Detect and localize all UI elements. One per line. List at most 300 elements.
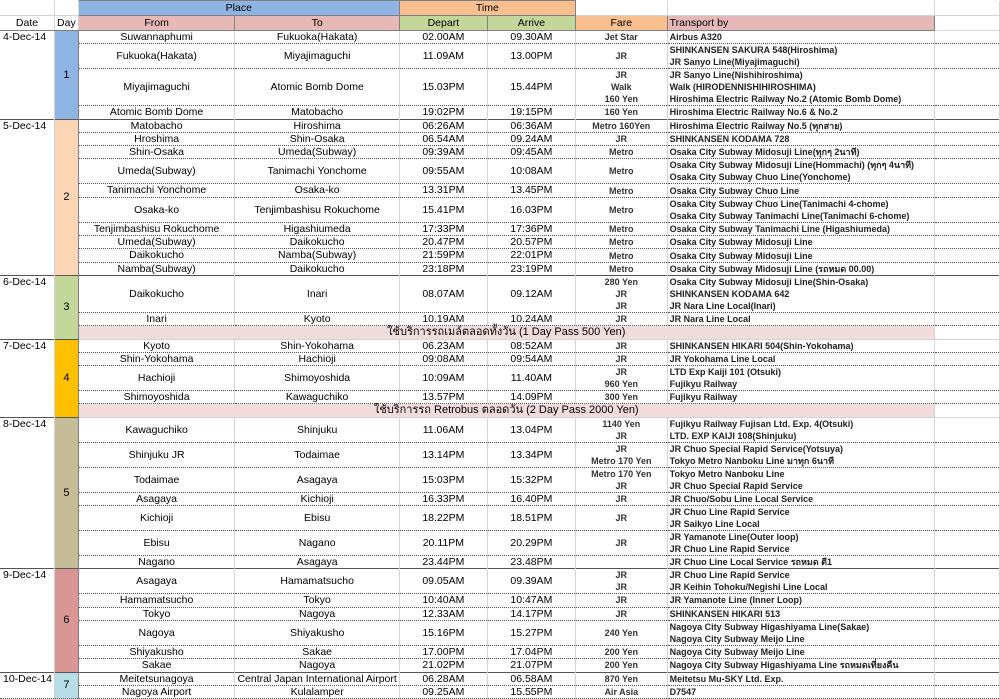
empty-cell[interactable] <box>934 645 999 658</box>
from-cell[interactable]: Shiyakusho <box>78 645 235 658</box>
depart-cell[interactable]: 15:03PM <box>399 467 487 492</box>
arrive-cell[interactable]: 13.34PM <box>487 442 575 467</box>
arrive-cell[interactable]: 10.24AM <box>487 312 575 325</box>
fare-cell[interactable] <box>575 659 667 672</box>
to-cell[interactable]: Sakae <box>235 645 399 658</box>
arrive-cell[interactable]: 20.29PM <box>487 531 575 556</box>
fare-cell[interactable] <box>575 352 667 365</box>
arrive-header[interactable]: Arrive <box>487 16 575 31</box>
to-cell[interactable]: Inari <box>235 275 399 312</box>
from-cell[interactable]: Namba(Subway) <box>78 262 235 275</box>
arrive-cell[interactable]: 06.58AM <box>487 672 575 685</box>
from-cell[interactable]: Kyoto <box>78 339 235 352</box>
depart-cell[interactable]: 02.00AM <box>399 31 487 44</box>
to-cell[interactable]: Nagoya <box>235 659 399 672</box>
empty-cell[interactable] <box>934 352 999 365</box>
transport-cell[interactable] <box>667 645 934 658</box>
depart-cell[interactable]: 20.11PM <box>399 531 487 556</box>
fare-cell[interactable] <box>575 146 667 159</box>
depart-cell[interactable]: 17.00PM <box>399 645 487 658</box>
from-cell[interactable]: Shimoyoshida <box>78 391 235 404</box>
from-cell[interactable]: Suwannaphumi <box>78 31 235 44</box>
fare-cell[interactable] <box>575 312 667 325</box>
empty-cell[interactable] <box>934 659 999 672</box>
to-cell[interactable]: Hachioji <box>235 352 399 365</box>
to-cell[interactable]: Higashiumeda <box>235 222 399 235</box>
depart-cell[interactable]: 09.05AM <box>399 569 487 594</box>
fare-cell[interactable] <box>575 531 667 556</box>
empty-cell[interactable] <box>934 467 999 492</box>
depart-cell[interactable]: 15.41PM <box>399 197 487 222</box>
from-cell[interactable]: Atomic Bomb Dome <box>78 106 235 119</box>
to-cell[interactable]: Shimoyoshida <box>235 366 399 391</box>
from-cell[interactable]: Nagoya <box>78 620 235 645</box>
depart-cell[interactable]: 23:18PM <box>399 262 487 275</box>
empty-cell[interactable] <box>934 531 999 556</box>
note-row <box>0 404 1000 417</box>
table-row <box>0 197 1000 222</box>
empty-cell[interactable] <box>934 236 999 249</box>
day-number-cell[interactable]: 5 <box>55 417 79 569</box>
fare-cell[interactable] <box>575 106 667 119</box>
fare-cell[interactable] <box>575 159 667 184</box>
transport-cell[interactable] <box>667 197 934 222</box>
empty-cell[interactable] <box>934 391 999 404</box>
from-cell[interactable]: Nagoya Airport <box>78 685 235 698</box>
depart-cell[interactable]: 06.28AM <box>399 672 487 685</box>
arrive-cell[interactable]: 13.45PM <box>487 184 575 197</box>
to-cell[interactable]: Shinjuku <box>235 417 399 442</box>
fare-cell[interactable] <box>575 672 667 685</box>
date-header[interactable]: Date <box>0 16 55 31</box>
day-number-cell[interactable]: 6 <box>55 569 79 672</box>
note-cell[interactable]: ใช้บริการรถเมล์ตลอดทั้งวัน (1 Day Pass 500 Yen) <box>78 326 934 339</box>
empty-cell[interactable] <box>934 312 999 325</box>
note-cell[interactable]: ใช้บริการรถ Retrobus ตลอดวัน (2 Day Pass 2000 Yen) <box>78 404 934 417</box>
transport-cell-line: SHINKANSEN KODAMA 728 <box>669 134 790 145</box>
time-header[interactable]: Time <box>399 1 575 16</box>
arrive-cell[interactable]: 19:15PM <box>487 106 575 119</box>
empty-cell[interactable] <box>934 404 999 417</box>
fare-cell[interactable] <box>575 262 667 275</box>
fare-cell[interactable] <box>575 249 667 262</box>
arrive-cell[interactable]: 09.39AM <box>487 569 575 594</box>
from-cell[interactable]: Hroshima <box>78 132 235 145</box>
arrive-cell[interactable]: 23.48PM <box>487 556 575 569</box>
transport-cell[interactable] <box>667 685 934 698</box>
to-header[interactable]: To <box>235 16 399 31</box>
depart-cell[interactable]: 06.23AM <box>399 339 487 352</box>
empty-cell[interactable] <box>934 197 999 222</box>
depart-cell[interactable]: 09:55AM <box>399 159 487 184</box>
fare-cell[interactable] <box>575 492 667 505</box>
date-cell[interactable]: 4-Dec-14 <box>0 31 55 120</box>
fare-cell[interactable] <box>575 184 667 197</box>
depart-cell[interactable]: 09.25AM <box>399 685 487 698</box>
arrive-cell[interactable]: 14.17PM <box>487 607 575 620</box>
to-cell[interactable]: Miyajimaguchi <box>235 44 399 69</box>
to-cell[interactable]: Osaka-ko <box>235 184 399 197</box>
transport-cell[interactable] <box>667 339 934 352</box>
to-cell[interactable]: Kyoto <box>235 312 399 325</box>
arrive-cell[interactable]: 20.57PM <box>487 236 575 249</box>
from-cell[interactable]: Kichioji <box>78 506 235 531</box>
transport-cell-line: JR Keihin Tohoku/Negishi Line Local <box>669 582 828 593</box>
to-cell[interactable]: Namba(Subway) <box>235 249 399 262</box>
arrive-cell[interactable]: 09.24AM <box>487 132 575 145</box>
to-cell[interactable]: Kulalamper <box>235 685 399 698</box>
empty-cell[interactable] <box>934 119 999 132</box>
transport-cell[interactable] <box>667 442 934 467</box>
depart-cell[interactable]: 23.44PM <box>399 556 487 569</box>
day-header[interactable]: Day <box>55 16 79 31</box>
date-cell[interactable]: 5-Dec-14 <box>0 119 55 275</box>
empty-cell[interactable] <box>934 106 999 119</box>
depart-cell[interactable]: 17:33PM <box>399 222 487 235</box>
to-cell[interactable]: Ebisu <box>235 506 399 531</box>
depart-cell[interactable]: 13.14PM <box>399 442 487 467</box>
depart-cell[interactable]: 15.16PM <box>399 620 487 645</box>
date-cell[interactable]: 7-Dec-14 <box>0 339 55 417</box>
from-cell[interactable]: Fukuoka(Hakata) <box>78 44 235 69</box>
table-row <box>0 685 1000 698</box>
arrive-cell[interactable]: 09:54AM <box>487 352 575 365</box>
transport-cell-line: Tokyo Metro Nanboku Line <box>669 468 785 479</box>
empty-cell[interactable] <box>934 556 999 569</box>
empty-cell[interactable] <box>934 262 999 275</box>
fare-cell-line: JR <box>615 595 628 606</box>
to-cell[interactable]: Tokyo <box>235 594 399 607</box>
to-cell[interactable]: Tenjimbashisu Rokuchome <box>235 197 399 222</box>
from-cell[interactable]: Umeda(Subway) <box>78 159 235 184</box>
itinerary-body <box>0 31 1000 699</box>
transport-cell[interactable] <box>667 556 934 569</box>
to-cell[interactable]: Shin-Yokohama <box>235 339 399 352</box>
empty-cell[interactable] <box>934 326 999 339</box>
depart-cell[interactable]: 10:09AM <box>399 366 487 391</box>
fare-cell[interactable] <box>575 569 667 594</box>
empty-cell[interactable] <box>934 69 999 106</box>
transport-cell[interactable] <box>667 146 934 159</box>
transport-cell[interactable] <box>667 492 934 505</box>
date-cell[interactable]: 10-Dec-14 <box>0 672 55 699</box>
arrive-cell[interactable]: 15.44PM <box>487 69 575 106</box>
transport-cell[interactable] <box>667 659 934 672</box>
arrive-cell[interactable]: 13.00PM <box>487 44 575 69</box>
fare-cell[interactable] <box>575 417 667 442</box>
to-cell[interactable]: Shin-Osaka <box>235 132 399 145</box>
transport-cell[interactable] <box>667 249 934 262</box>
fare-cell[interactable] <box>575 132 667 145</box>
transport-cell[interactable] <box>667 569 934 594</box>
to-cell[interactable]: Umeda(Subway) <box>235 146 399 159</box>
fare-cell[interactable] <box>575 236 667 249</box>
empty-cell[interactable] <box>934 146 999 159</box>
to-cell[interactable]: Todaimae <box>235 442 399 467</box>
depart-cell[interactable]: 09:08AM <box>399 352 487 365</box>
arrive-cell[interactable]: 09.12AM <box>487 275 575 312</box>
empty-cell[interactable] <box>934 672 999 685</box>
depart-cell[interactable]: 20.47PM <box>399 236 487 249</box>
fare-cell[interactable] <box>575 339 667 352</box>
from-cell[interactable]: Asagaya <box>78 492 235 505</box>
to-cell[interactable]: Central Japan International Airport <box>235 672 399 685</box>
empty-cell[interactable] <box>934 31 999 44</box>
date-cell[interactable]: 8-Dec-14 <box>0 417 55 569</box>
depart-cell[interactable]: 10.19AM <box>399 312 487 325</box>
arrive-cell[interactable]: 08:52AM <box>487 339 575 352</box>
transport-cell[interactable] <box>667 222 934 235</box>
fare-cell-line: 160 Yen <box>604 107 638 118</box>
depart-cell[interactable]: 11.09AM <box>399 44 487 69</box>
empty-cell[interactable] <box>934 442 999 467</box>
from-cell[interactable]: Daikokucho <box>78 249 235 262</box>
fare-cell[interactable] <box>575 391 667 404</box>
arrive-cell[interactable]: 10:08AM <box>487 159 575 184</box>
from-cell[interactable]: Ebisu <box>78 531 235 556</box>
fare-cell[interactable] <box>575 556 667 569</box>
empty-cell[interactable] <box>934 249 999 262</box>
to-cell[interactable]: Nagano <box>235 531 399 556</box>
from-cell[interactable]: Daikokucho <box>78 275 235 312</box>
depart-cell[interactable]: 06.54AM <box>399 132 487 145</box>
from-cell[interactable]: Miyajimaguchi <box>78 69 235 106</box>
to-cell[interactable]: Tanimachi Yonchome <box>235 159 399 184</box>
transport-cell-line: SHINKANSEN KODAMA 642 <box>669 288 790 299</box>
depart-cell[interactable]: 18.22PM <box>399 506 487 531</box>
to-cell[interactable]: Kawaguchiko <box>235 391 399 404</box>
to-cell[interactable]: Matobacho <box>235 106 399 119</box>
from-cell[interactable]: Tokyo <box>78 607 235 620</box>
transport-cell[interactable] <box>667 417 934 442</box>
transport-cell[interactable] <box>667 119 934 132</box>
to-cell[interactable]: Asagaya <box>235 467 399 492</box>
day-number-cell[interactable]: 3 <box>55 275 79 339</box>
empty-cell[interactable] <box>934 492 999 505</box>
arrive-cell[interactable]: 14.09PM <box>487 391 575 404</box>
from-cell[interactable]: Todaimae <box>78 467 235 492</box>
from-cell[interactable]: Sakae <box>78 659 235 672</box>
empty-cell[interactable] <box>934 569 999 594</box>
arrive-cell[interactable]: 17:36PM <box>487 222 575 235</box>
from-cell[interactable]: Tenjimbashisu Rokuchome <box>78 222 235 235</box>
transport-cell-line: Osaka City Subway Midosuji Line <box>669 250 813 261</box>
transport-cell[interactable] <box>667 31 934 44</box>
transport-cell-line: D7547 <box>669 686 697 697</box>
transport-cell-line: Hiroshima Electric Railway No.6 & No.2 <box>669 107 838 118</box>
fare-cell[interactable] <box>575 366 667 391</box>
date-cell[interactable]: 6-Dec-14 <box>0 275 55 339</box>
to-cell[interactable]: Nagoya <box>235 607 399 620</box>
arrive-cell[interactable]: 18.51PM <box>487 506 575 531</box>
transport-cell[interactable] <box>667 132 934 145</box>
from-cell[interactable]: Hamamatsucho <box>78 594 235 607</box>
depart-cell[interactable]: 08.07AM <box>399 275 487 312</box>
fare-cell[interactable] <box>575 467 667 492</box>
depart-cell[interactable]: 09:39AM <box>399 146 487 159</box>
to-cell[interactable]: Atomic Bomb Dome <box>235 69 399 106</box>
depart-cell[interactable]: 10:40AM <box>399 594 487 607</box>
arrive-cell[interactable]: 13.04PM <box>487 417 575 442</box>
depart-cell[interactable]: 21.02PM <box>399 659 487 672</box>
fare-cell[interactable] <box>575 44 667 69</box>
empty-cell[interactable] <box>934 607 999 620</box>
arrive-cell[interactable]: 16.40PM <box>487 492 575 505</box>
date-cell[interactable]: 9-Dec-14 <box>0 569 55 672</box>
arrive-cell[interactable]: 22:01PM <box>487 249 575 262</box>
fare-cell[interactable] <box>575 197 667 222</box>
from-cell[interactable]: Shin-Yokohama <box>78 352 235 365</box>
fare-cell[interactable] <box>575 69 667 106</box>
empty-cell[interactable] <box>934 506 999 531</box>
to-cell[interactable]: Hamamatsucho <box>235 569 399 594</box>
arrive-cell[interactable]: 15:32PM <box>487 467 575 492</box>
fare-cell[interactable] <box>575 275 667 312</box>
transport-cell[interactable] <box>667 312 934 325</box>
fare-cell[interactable] <box>575 685 667 698</box>
from-cell[interactable]: Inari <box>78 312 235 325</box>
from-cell[interactable]: Umeda(Subway) <box>78 236 235 249</box>
transport-cell[interactable] <box>667 106 934 119</box>
depart-cell[interactable]: 06:26AM <box>399 119 487 132</box>
from-cell[interactable]: Kawaguchiko <box>78 417 235 442</box>
transport-cell[interactable] <box>667 366 934 391</box>
empty-cell[interactable] <box>934 366 999 391</box>
arrive-cell[interactable]: 16.03PM <box>487 197 575 222</box>
arrive-cell[interactable]: 11.40AM <box>487 366 575 391</box>
depart-cell[interactable]: 12.33AM <box>399 607 487 620</box>
from-cell[interactable]: Meitetsunagoya <box>78 672 235 685</box>
from-header[interactable]: From <box>78 16 235 31</box>
transport-cell[interactable] <box>667 236 934 249</box>
empty-cell[interactable] <box>934 620 999 645</box>
empty-cell[interactable] <box>934 339 999 352</box>
fare-cell[interactable] <box>575 442 667 467</box>
fare-header[interactable]: Fare <box>575 16 667 31</box>
to-cell[interactable]: Daikokucho <box>235 236 399 249</box>
transport-cell[interactable] <box>667 262 934 275</box>
from-cell[interactable]: Shinjuku JR <box>78 442 235 467</box>
table-row <box>0 659 1000 672</box>
day-number-cell[interactable]: 4 <box>55 339 79 417</box>
table-row <box>0 467 1000 492</box>
arrive-cell[interactable]: 10:47AM <box>487 594 575 607</box>
day-number-cell[interactable]: 7 <box>55 672 79 699</box>
transport-cell-line: Osaka City Subway Midosuji Line <box>669 237 813 248</box>
transport-cell[interactable] <box>667 672 934 685</box>
arrive-cell[interactable]: 06:36AM <box>487 119 575 132</box>
depart-cell[interactable]: 16.33PM <box>399 492 487 505</box>
fare-cell[interactable] <box>575 645 667 658</box>
transport-header[interactable]: Transport by <box>667 16 934 31</box>
transport-cell[interactable] <box>667 531 934 556</box>
table-row <box>0 569 1000 594</box>
fare-cell-line: Walk <box>610 82 632 93</box>
empty-cell[interactable] <box>934 159 999 184</box>
empty-cell[interactable] <box>934 417 999 442</box>
to-cell[interactable]: Kichioji <box>235 492 399 505</box>
empty-cell[interactable] <box>934 275 999 312</box>
transport-cell[interactable] <box>667 69 934 106</box>
arrive-cell[interactable]: 23:19PM <box>487 262 575 275</box>
fare-cell[interactable] <box>575 620 667 645</box>
from-cell[interactable]: Nagano <box>78 556 235 569</box>
depart-cell[interactable]: 15.03PM <box>399 69 487 106</box>
fare-cell-line: Air Asia <box>604 686 639 697</box>
depart-cell[interactable]: 13.57PM <box>399 391 487 404</box>
empty-cell[interactable] <box>934 184 999 197</box>
fare-cell[interactable] <box>575 594 667 607</box>
table-row <box>0 44 1000 69</box>
place-header[interactable]: Place <box>78 1 399 16</box>
empty-cell[interactable] <box>934 44 999 69</box>
table-row <box>0 184 1000 197</box>
day-number-cell[interactable]: 1 <box>55 31 79 120</box>
depart-header[interactable]: Depart <box>399 16 487 31</box>
depart-cell[interactable]: 19:02PM <box>399 106 487 119</box>
fare-cell[interactable] <box>575 119 667 132</box>
table-row <box>0 106 1000 119</box>
from-cell[interactable]: Tanimachi Yonchome <box>78 184 235 197</box>
to-cell[interactable]: Daikokucho <box>235 262 399 275</box>
table-row <box>0 556 1000 569</box>
arrive-cell[interactable]: 17.04PM <box>487 645 575 658</box>
to-cell[interactable]: Fukuoka(Hakata) <box>235 31 399 44</box>
transport-cell[interactable] <box>667 352 934 365</box>
to-cell[interactable]: Asagaya <box>235 556 399 569</box>
depart-cell[interactable]: 21:59PM <box>399 249 487 262</box>
transport-cell[interactable] <box>667 620 934 645</box>
transport-cell[interactable] <box>667 594 934 607</box>
to-cell[interactable]: Hiroshima <box>235 119 399 132</box>
arrive-cell[interactable]: 09:45AM <box>487 146 575 159</box>
fare-cell-line: Metro <box>609 204 634 215</box>
fare-cell[interactable] <box>575 222 667 235</box>
transport-cell-line: Osaka City Subway Tanimachi Line (Higashiumeda) <box>669 223 891 234</box>
from-cell[interactable]: Shin-Osaka <box>78 146 235 159</box>
empty-cell[interactable] <box>934 594 999 607</box>
transport-cell[interactable] <box>667 159 934 184</box>
from-cell[interactable]: Matobacho <box>78 119 235 132</box>
to-cell[interactable]: Shiyakusho <box>235 620 399 645</box>
empty-cell[interactable] <box>934 685 999 698</box>
fare-cell[interactable] <box>575 607 667 620</box>
transport-cell[interactable] <box>667 506 934 531</box>
transport-cell[interactable] <box>667 467 934 492</box>
transport-cell[interactable] <box>667 44 934 69</box>
transport-cell[interactable] <box>667 607 934 620</box>
empty-cell[interactable] <box>934 222 999 235</box>
arrive-cell[interactable]: 21.07PM <box>487 659 575 672</box>
fare-cell[interactable] <box>575 31 667 44</box>
transport-cell[interactable] <box>667 275 934 312</box>
transport-cell-line: JR Yamanote Line(Outer loop) <box>669 532 799 543</box>
from-cell[interactable]: Osaka-ko <box>78 197 235 222</box>
header-row-columns <box>0 16 1000 31</box>
day-number-cell[interactable]: 2 <box>55 119 79 275</box>
from-cell[interactable]: Asagaya <box>78 569 235 594</box>
empty-cell[interactable] <box>934 132 999 145</box>
depart-cell[interactable]: 13.31PM <box>399 184 487 197</box>
depart-cell[interactable]: 11.06AM <box>399 417 487 442</box>
arrive-cell[interactable]: 15.55PM <box>487 685 575 698</box>
from-cell[interactable]: Hachioji <box>78 366 235 391</box>
arrive-cell[interactable]: 15.27PM <box>487 620 575 645</box>
transport-cell[interactable] <box>667 184 934 197</box>
arrive-cell[interactable]: 09.30AM <box>487 31 575 44</box>
transport-cell[interactable] <box>667 391 934 404</box>
fare-cell[interactable] <box>575 506 667 531</box>
